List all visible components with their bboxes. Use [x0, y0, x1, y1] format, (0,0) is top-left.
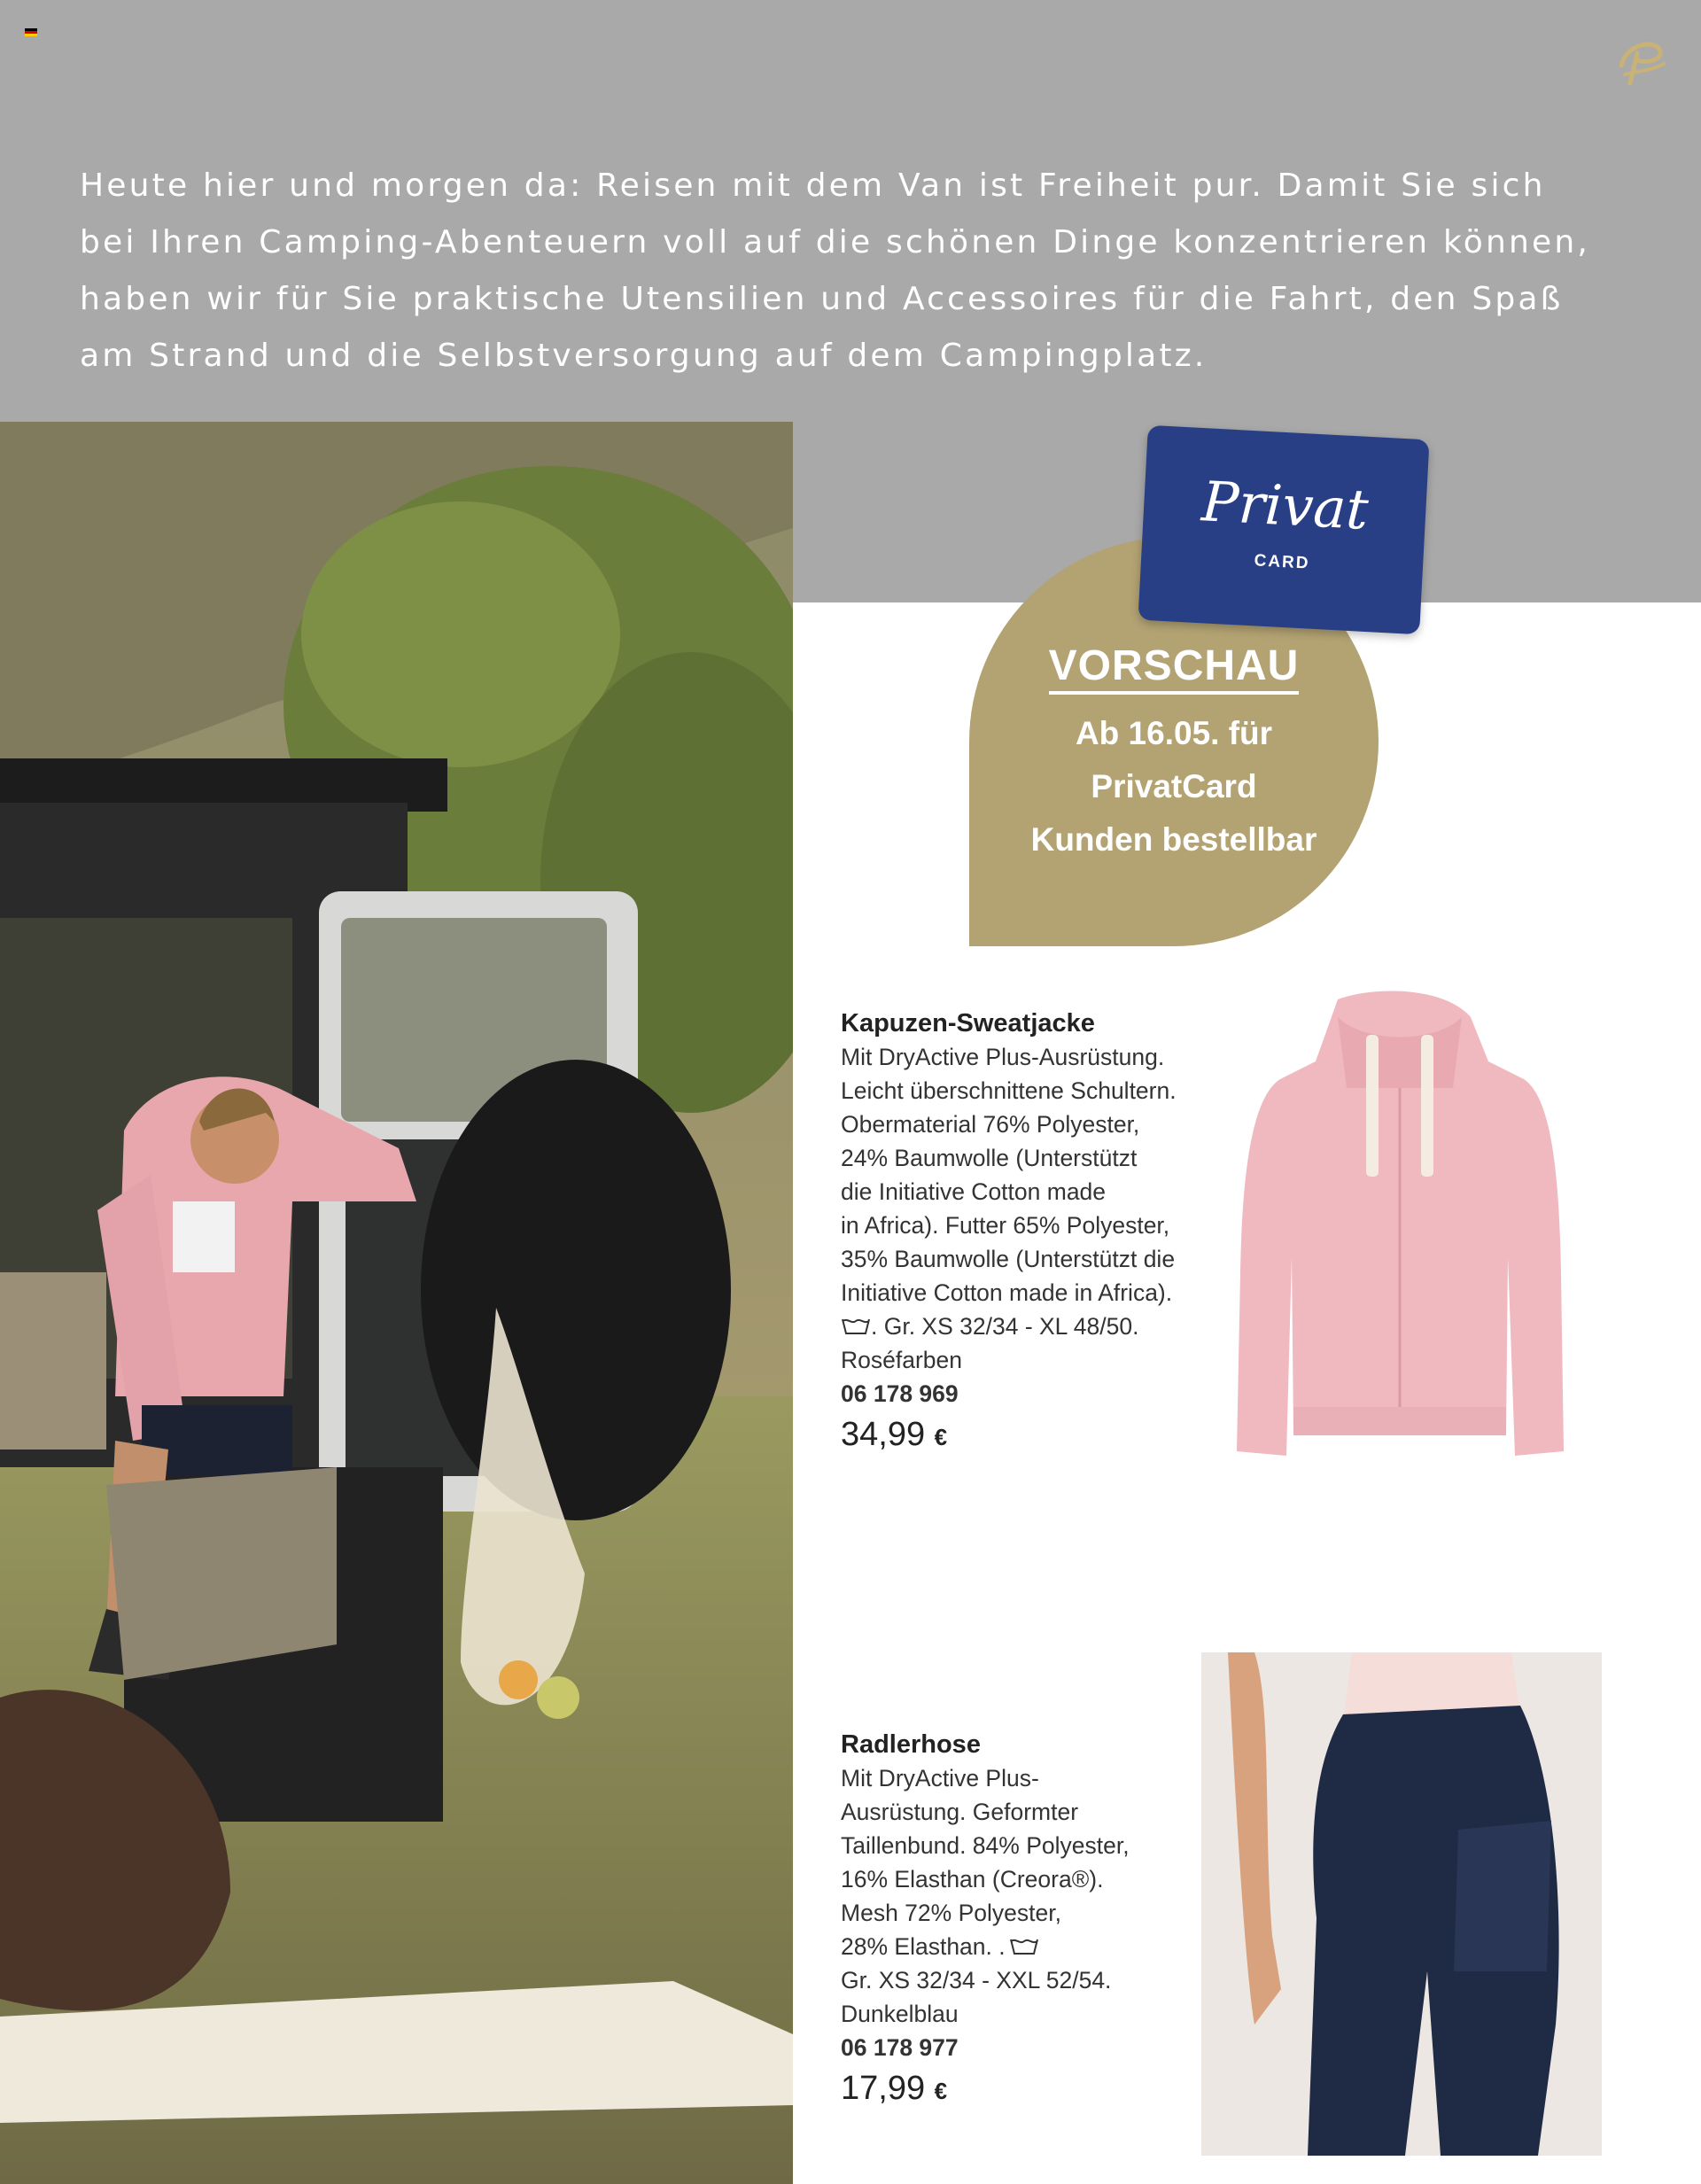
product-desc-line: . Gr. XS 32/34 - XL 48/50. — [871, 1313, 1139, 1340]
privat-card — [1138, 425, 1429, 634]
product-desc-line: Ausrüstung. Geformter — [841, 1799, 1079, 1825]
product-desc-line: Dunkelblau — [841, 2001, 959, 2027]
product-desc-line: Mit DryActive Plus- — [841, 1765, 1039, 1792]
intro-line: haben wir für Sie praktische Utensilien und Accessoires für die Fahrt, den Spaß — [80, 281, 1564, 317]
product-desc-line: Leicht überschnittene Schultern. — [841, 1077, 1177, 1104]
lifestyle-photo — [0, 422, 793, 2184]
intro-line: am Strand und die Selbstversorgung auf dem Campingplatz. — [80, 338, 1208, 374]
product-desc-line: die Initiative Cotton made — [841, 1178, 1107, 1205]
radlerhose-image — [1201, 1652, 1602, 2156]
product-desc-line: 24% Baumwolle (Unterstützt — [841, 1145, 1138, 1171]
product-sku: 06 178 969 — [841, 1380, 959, 1407]
badge-line: Ab 16.05. für — [1075, 715, 1273, 751]
card-word: Privat — [1200, 469, 1371, 542]
product-desc-line: Taillenbund. 84% Polyester, — [841, 1832, 1130, 1859]
badge-line: Kunden bestellbar — [1030, 821, 1317, 858]
card-sub: CARD — [1254, 551, 1311, 573]
wash-icon — [841, 1316, 871, 1337]
intro-text — [80, 158, 1604, 385]
badge-line: PrivatCard — [1091, 768, 1257, 804]
intro-line: bei Ihren Camping-Abenteuern voll auf die schönen Dinge konzentrieren können, — [80, 224, 1590, 260]
wash-icon — [1009, 1936, 1039, 1957]
intro-line: Heute hier und morgen da: Reisen mit dem Van ist Freiheit pur. Damit Sie sich — [80, 167, 1546, 204]
product-title: Kapuzen-Sweatjacke — [841, 1009, 1095, 1038]
product-price: 17,99 — [841, 2070, 926, 2107]
product-desc-line: Roséfarben — [841, 1347, 963, 1373]
product-sku: 06 178 977 — [841, 2034, 959, 2061]
flag-icon — [25, 28, 37, 36]
product-desc-line: 16% Elasthan (Creora®). — [841, 1866, 1104, 1893]
product-desc-line: Gr. XS 32/34 - XXL 52/54. — [841, 1967, 1112, 1994]
currency: € — [934, 1424, 948, 1450]
badge-title: VORSCHAU — [1049, 642, 1300, 695]
brand-logo-icon — [1611, 30, 1673, 92]
product-price: 34,99 — [841, 1416, 926, 1453]
product-desc-line: 28% Elasthan. . — [841, 1933, 1006, 1960]
product-desc-line: Mit DryActive Plus-Ausrüstung. — [841, 1044, 1165, 1070]
hoodie-image — [1231, 991, 1568, 1482]
product-sweatjacke — [841, 1007, 1239, 1454]
product-desc-line: Mesh 72% Polyester, — [841, 1900, 1061, 1926]
product-radlerhose — [841, 1728, 1239, 2108]
product-desc-line: 35% Baumwolle (Unterstützt die — [841, 1246, 1176, 1272]
product-title: Radlerhose — [841, 1730, 981, 1759]
product-desc-line: in Africa). Futter 65% Polyester, — [841, 1212, 1170, 1239]
product-desc-line: Initiative Cotton made in Africa). — [841, 1279, 1173, 1306]
currency: € — [934, 2078, 948, 2104]
product-desc-line: Obermaterial 76% Polyester, — [841, 1111, 1140, 1138]
